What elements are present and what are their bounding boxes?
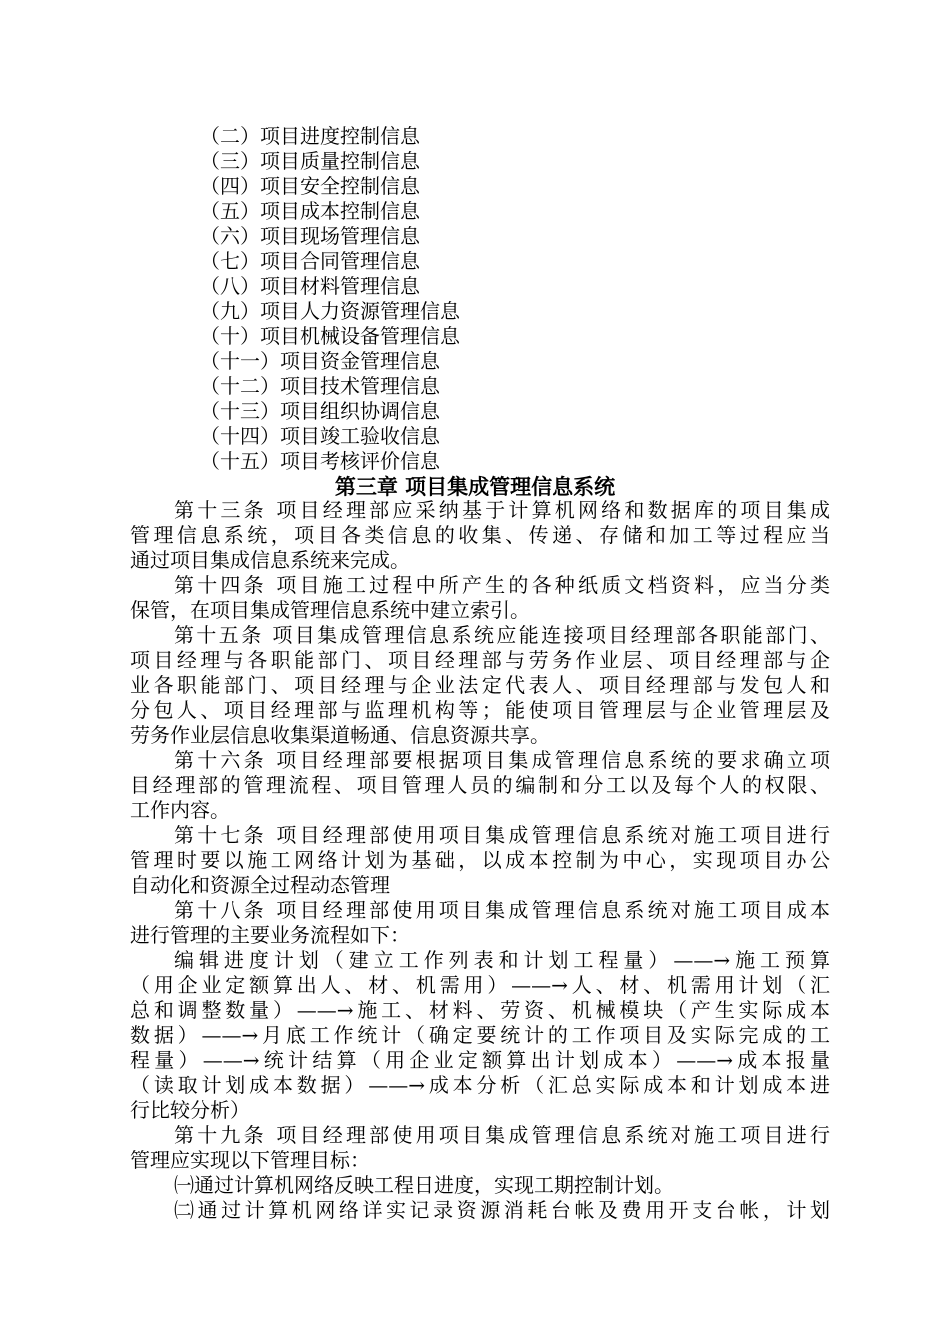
article-13-line: 通过项目集成信息系统来完成。 (130, 548, 410, 572)
article-16-line: 第十六条 项目经理部要根据项目集成管理信息系统的要求确立项 (174, 748, 830, 772)
article-19-line: 第十九条 项目经理部使用项目集成管理信息系统对施工项目进行 (174, 1123, 830, 1147)
workflow-line: （读取计划成本数据）——→成本分析（汇总实际成本和计划成本进 (130, 1073, 830, 1097)
article-15-line: 分包人、项目经理部与监理机构等；能使项目管理层与企业管理层及 (130, 698, 830, 722)
article-14-line: 保管，在项目集成管理信息系统中建立索引。 (130, 598, 530, 622)
list-item: （十二）项目技术管理信息 (200, 374, 440, 398)
list-item: （十一）项目资金管理信息 (200, 349, 440, 373)
goal-2-line: ㈡通过计算机网络详实记录资源消耗台帐及费用开支台帐，计划 (174, 1198, 830, 1222)
list-item: （九）项目人力资源管理信息 (200, 299, 460, 323)
list-item: （十）项目机械设备管理信息 (200, 324, 460, 348)
article-16-line: 目经理部的管理流程、项目管理人员的编制和分工以及每个人的权限、 (130, 773, 830, 797)
article-14-line: 第十四条 项目施工过程中所产生的各种纸质文档资料，应当分类 (174, 573, 830, 597)
information-category-list (200, 124, 460, 474)
workflow-line: 行比较分析） (130, 1098, 250, 1122)
list-item: （八）项目材料管理信息 (200, 274, 420, 298)
workflow-line: 数据）——→月底工作统计（确定要统计的工作项目及实际完成的工 (130, 1023, 830, 1047)
article-17-line: 管理时要以施工网络计划为基础，以成本控制为中心，实现项目办公 (130, 848, 830, 872)
article-17-line: 第十七条 项目经理部使用项目集成管理信息系统对施工项目进行 (174, 823, 830, 847)
list-item: （二）项目进度控制信息 (200, 124, 420, 148)
chapter-title: 第三章 项目集成管理信息系统 (334, 475, 616, 499)
workflow-line: 编辑进度计划（建立工作列表和计划工程量）——→施工预算 (174, 948, 830, 972)
article-13-line: 第十三条 项目经理部应采纳基于计算机网络和数据库的项目集成 (174, 498, 830, 522)
list-item: （十三）项目组织协调信息 (200, 399, 440, 423)
workflow-line: 总和调整数量）——→施工、材料、劳资、机械模块（产生实际成本 (130, 998, 830, 1022)
chapter-body (130, 498, 830, 1223)
article-15-line: 劳务作业层信息收集渠道畅通、信息资源共享。 (130, 723, 550, 747)
list-item: （六）项目现场管理信息 (200, 224, 420, 248)
article-18-line: 第十八条 项目经理部使用项目集成管理信息系统对施工项目成本 (174, 898, 830, 922)
article-15-line: 项目经理与各职能部门、项目经理部与劳务作业层、项目经理部与企 (130, 648, 830, 672)
article-18-line: 进行管理的主要业务流程如下： (130, 923, 410, 947)
article-19-line: 管理应实现以下管理目标： (130, 1148, 370, 1172)
list-item: （十五）项目考核评价信息 (200, 449, 440, 473)
article-15-line: 第十五条 项目集成管理信息系统应能连接项目经理部各职能部门、 (174, 623, 830, 647)
article-15-line: 业各职能部门、项目经理与企业法定代表人、项目经理部与发包人和 (130, 673, 830, 697)
article-17-line: 自动化和资源全过程动态管理 (130, 873, 390, 897)
article-16-line: 工作内容。 (130, 798, 230, 822)
list-item: （十四）项目竣工验收信息 (200, 424, 440, 448)
workflow-line: （用企业定额算出人、材、机需用）——→人、材、机需用计划（汇 (130, 973, 830, 997)
list-item: （三）项目质量控制信息 (200, 149, 420, 173)
article-13-line: 管理信息系统，项目各类信息的收集、传递、存储和加工等过程应当 (130, 523, 830, 547)
workflow-line: 程量）——→统计结算（用企业定额算出计划成本）——→成本报量 (130, 1048, 830, 1072)
list-item: （四）项目安全控制信息 (200, 174, 420, 198)
list-item: （七）项目合同管理信息 (200, 249, 420, 273)
goal-1-line: ㈠通过计算机网络反映工程日进度，实现工期控制计划。 (174, 1173, 674, 1197)
list-item: （五）项目成本控制信息 (200, 199, 420, 223)
